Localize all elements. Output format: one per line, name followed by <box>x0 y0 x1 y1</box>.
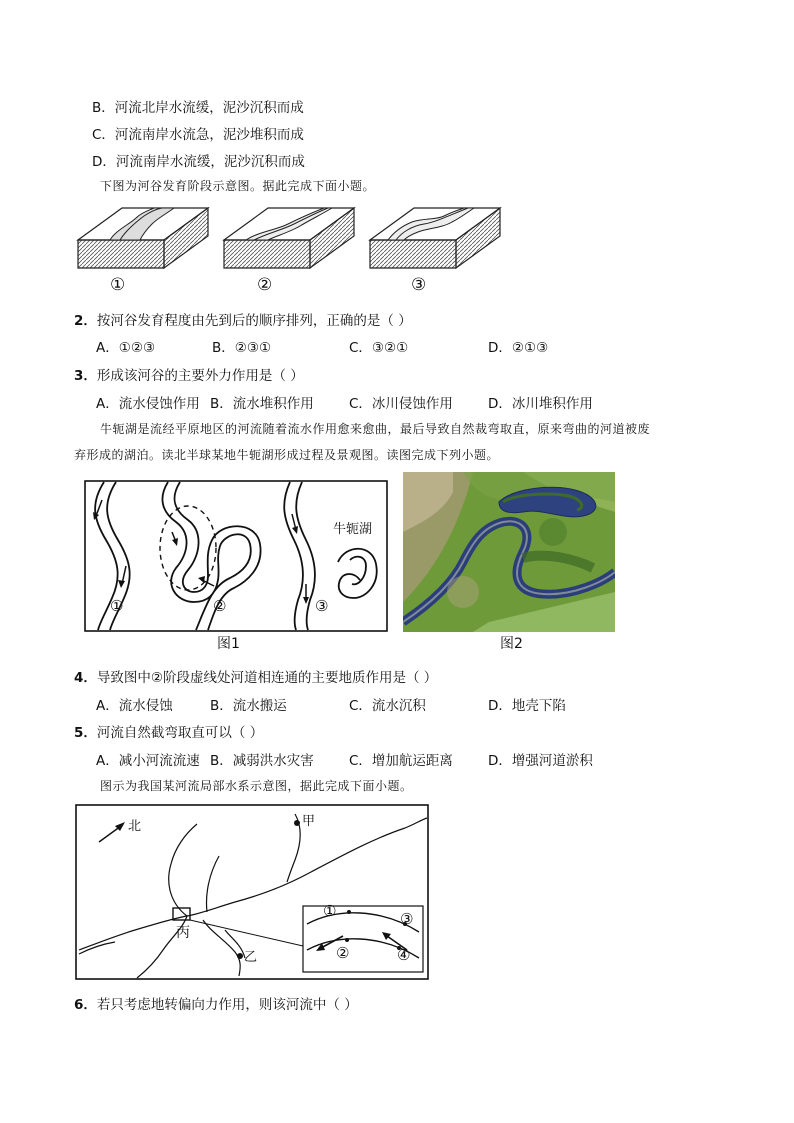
question-2-number: 2． <box>74 313 97 329</box>
question-2-text: 按河谷发育程度由先到后的顺序排列，正确的是（ ） <box>96 313 412 329</box>
q2-option-d[interactable]: D．②①③ <box>488 340 549 356</box>
question-6-text: 若只考虑地转偏向力作用，则该河流中（ ） <box>96 997 358 1013</box>
q4-option-b[interactable]: B．流水搬运 <box>210 698 287 714</box>
intro-oxbow-line1: 牛轭湖是流经平原地区的河流随着流水作用愈来愈曲，最后导致自然裁弯取直，原来弯曲的河道被废 <box>100 422 651 436</box>
valley-label-3: ③ <box>411 275 427 295</box>
question-3-text: 形成该河谷的主要外力作用是（ ） <box>96 368 304 384</box>
valley-label-1: ① <box>110 275 126 295</box>
oxbow-formation-diagram <box>84 480 388 632</box>
prev-option-b: B．河流北岸水流缓，泥沙沉积而成 <box>92 100 304 116</box>
map-place-jia: 甲 <box>302 814 316 829</box>
question-6-number: 6． <box>74 997 97 1013</box>
intro-oxbow-line2: 弃形成的湖泊。读北半球某地牛轭湖形成过程及景观图。读图完成下列小题。 <box>74 448 500 462</box>
map-place-yi: 乙 <box>244 950 258 965</box>
q5-option-c[interactable]: C．增加航运距离 <box>349 753 453 769</box>
question-4-text: 导致图中②阶段虚线处河道相连通的主要地质作用是（ ） <box>96 670 438 686</box>
q5-option-b[interactable]: B．减弱洪水灾害 <box>210 753 314 769</box>
q4-option-c[interactable]: C．流水沉积 <box>349 698 426 714</box>
question-5-text: 河流自然截弯取直可以（ ） <box>96 725 264 741</box>
fig1-stage-label-3: ③ <box>315 597 329 615</box>
inset-label-2: ② <box>336 944 350 962</box>
oxbow-landscape-photo <box>403 472 615 632</box>
oxbow-lake-label: 牛轭湖 <box>333 522 373 537</box>
q3-option-c[interactable]: C．冰川侵蚀作用 <box>349 396 453 412</box>
intro-river-map: 图示为我国某河流局部水系示意图，据此完成下面小题。 <box>100 779 413 793</box>
fig1-caption: 图1 <box>217 636 240 652</box>
question-3-number: 3． <box>74 368 97 384</box>
q4-option-d[interactable]: D．地壳下陷 <box>488 698 566 714</box>
valley-stage-3-diagram <box>364 200 514 274</box>
q5-option-a[interactable]: A．减小河流流速 <box>96 753 200 769</box>
fig2-caption: 图2 <box>500 636 523 652</box>
question-4 <box>74 666 437 686</box>
valley-label-2: ② <box>257 275 273 295</box>
question-6 <box>74 993 358 1013</box>
q3-option-a[interactable]: A．流水侵蚀作用 <box>96 396 200 412</box>
q2-option-c[interactable]: C．③②① <box>349 340 409 356</box>
question-3 <box>74 364 304 384</box>
q2-option-b[interactable]: B．②③① <box>212 340 272 356</box>
inset-label-4: ④ <box>397 946 411 964</box>
intro-valley: 下图为河谷发育阶段示意图。据此完成下面小题。 <box>100 179 376 193</box>
prev-option-c: C．河流南岸水流急，泥沙堆积而成 <box>92 127 304 143</box>
question-5 <box>74 721 263 741</box>
map-place-bing: 丙 <box>176 925 190 941</box>
valley-stage-2-diagram <box>218 200 368 274</box>
q3-option-b[interactable]: B．流水堆积作用 <box>210 396 314 412</box>
question-2 <box>74 309 412 329</box>
fig1-stage-label-2: ② <box>213 597 227 615</box>
map-north-label: 北 <box>128 819 142 834</box>
prev-option-d: D．河流南岸水流缓，泥沙沉积而成 <box>92 154 305 170</box>
q5-option-d[interactable]: D．增强河道淤积 <box>488 753 593 769</box>
inset-label-3: ③ <box>400 910 414 928</box>
q2-option-a[interactable]: A．①②③ <box>96 340 156 356</box>
q3-option-d[interactable]: D．冰川堆积作用 <box>488 396 593 412</box>
question-5-number: 5． <box>74 725 97 741</box>
fig1-stage-label-1: ① <box>110 597 124 615</box>
q4-option-a[interactable]: A．流水侵蚀 <box>96 698 173 714</box>
inset-label-1: ① <box>323 902 337 920</box>
question-4-number: 4． <box>74 670 97 686</box>
